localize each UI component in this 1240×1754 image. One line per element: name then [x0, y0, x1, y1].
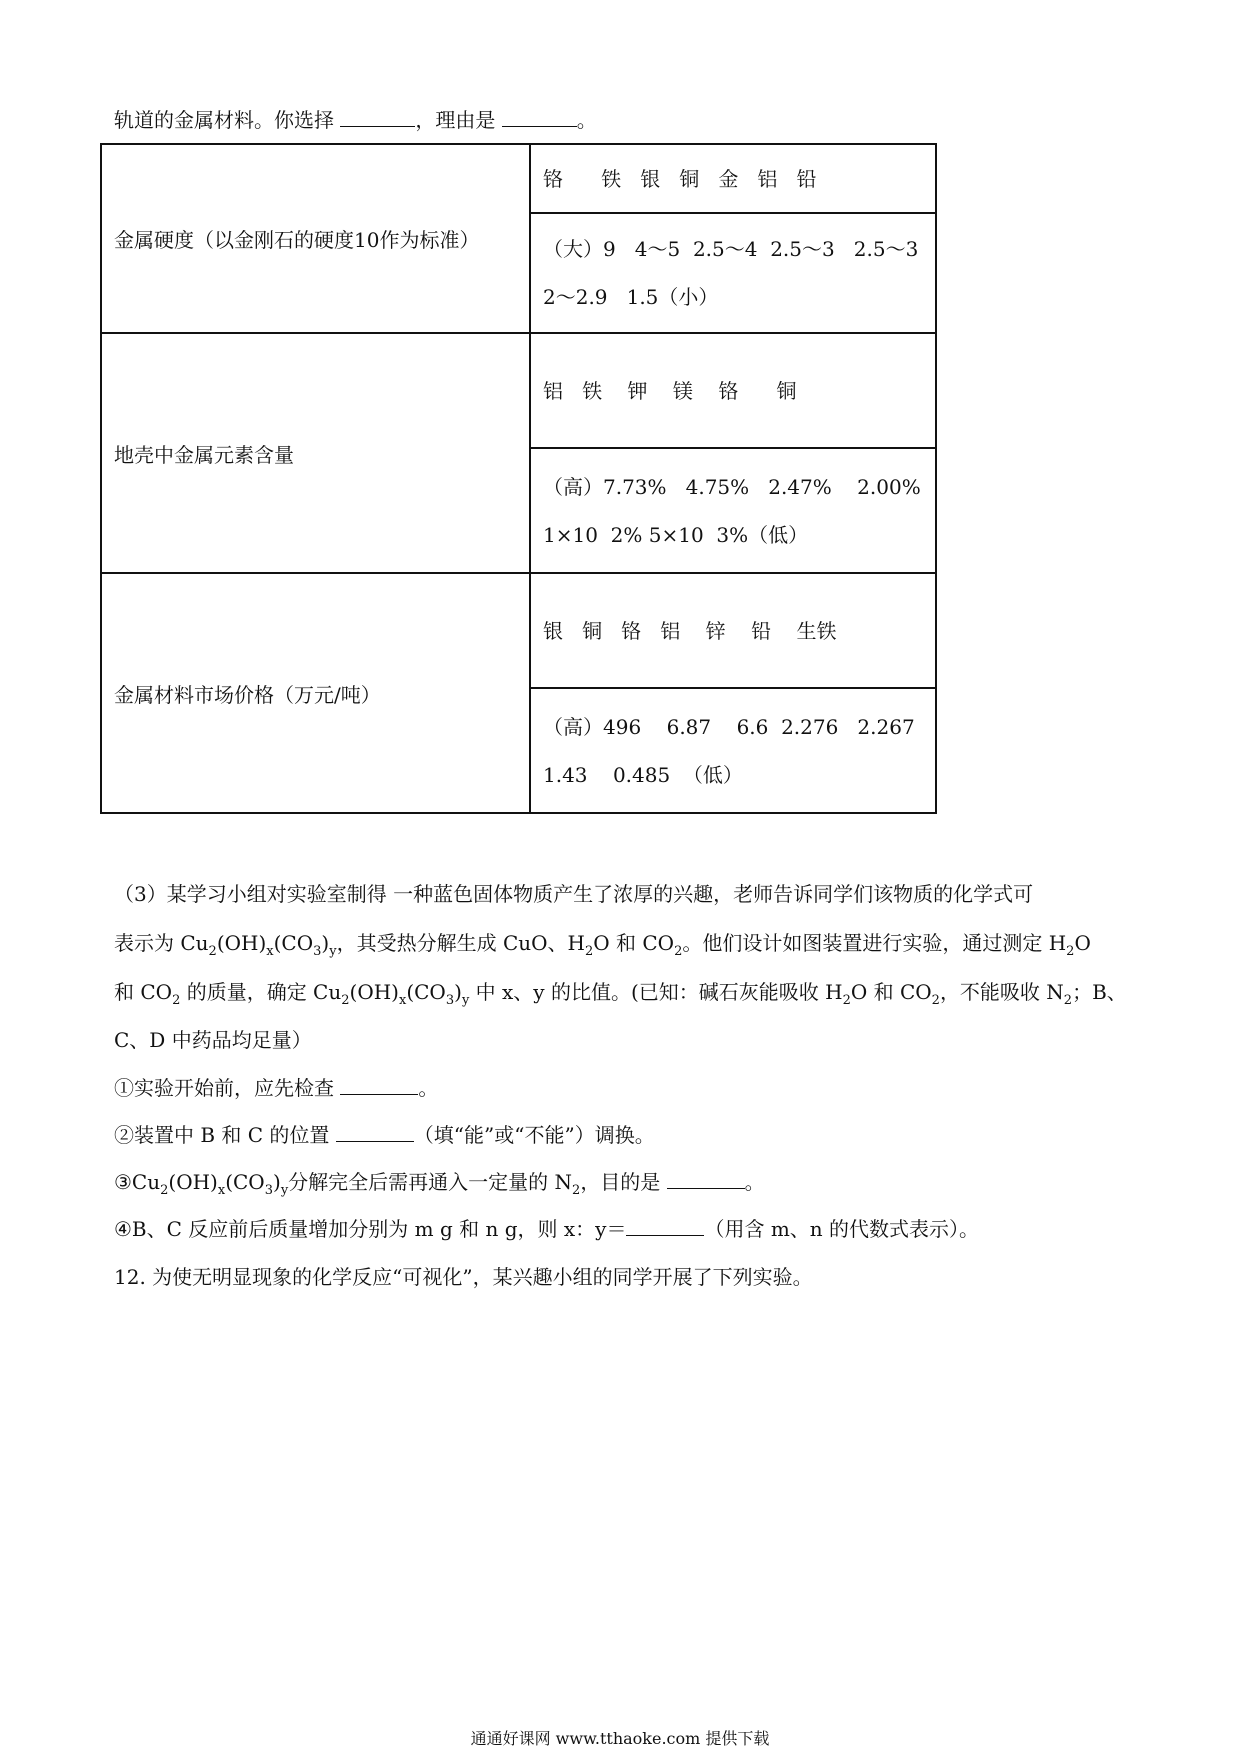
subscript: 2: [208, 944, 217, 959]
table-row: [101, 573, 936, 688]
metal-values-cell: （大）9 4～5 2.5～4 2.5～3 2.5～3 2～2.9 1.5（小）: [530, 213, 936, 333]
q3-line-1: [114, 880, 1033, 908]
q3-text: （3）某学习小组对实验室制得 一种蓝色固体物质产生了浓厚的兴趣，老师告诉同学们该物质的化学式可: [114, 882, 1034, 906]
q3-line-3: [114, 978, 1127, 1006]
row-label: 地壳中金属元素含量: [101, 333, 530, 573]
metal-values-cell: （高）496 6.87 6.6 2.276 2.267 1.43 0.485 （低）: [530, 688, 936, 813]
q3-text: 表示为 Cu: [114, 931, 209, 955]
answer-blank[interactable]: [667, 1168, 745, 1189]
q3-text: ): [454, 980, 462, 1004]
page-footer: 通通好课网 www.tthaoke.com 提供下载: [470, 1729, 770, 1748]
intro-text: 。: [576, 108, 597, 132]
subscript: 2: [1066, 944, 1075, 959]
q3-text: 。他们设计如图装置进行实验，通过测定 H: [682, 931, 1067, 955]
answer-blank[interactable]: [502, 106, 577, 127]
intro-line: [114, 106, 597, 134]
intro-text: 轨道的金属材料。你选择: [114, 108, 341, 132]
subscript: 2: [160, 1183, 169, 1198]
q3-text: 和 CO: [114, 980, 173, 1004]
subscript: 2: [674, 944, 683, 959]
q3-text: (CO: [225, 1170, 265, 1194]
subscript: 2: [172, 993, 181, 1008]
q3-text: 。: [744, 1170, 765, 1194]
q3-text: (CO: [273, 931, 314, 955]
q3-text: ①实验开始前，应先检查: [114, 1076, 341, 1100]
q3-text: ): [321, 931, 330, 955]
metal-names-cell: 铝 铁 钾 镁 铬 铜: [530, 333, 936, 448]
q3-text: C、D 中药品均足量）: [114, 1028, 312, 1052]
subscript: 2: [572, 1183, 581, 1198]
subscript: y: [280, 1183, 289, 1198]
q3-text: 分解完全后需再通入一定量的 N: [288, 1170, 573, 1194]
subscript: y: [329, 944, 337, 959]
q3-sub-3: [114, 1168, 765, 1196]
row-label: 金属硬度（以金刚石的硬度10作为标准）: [101, 144, 530, 333]
subscript: 2: [341, 993, 350, 1008]
q3-sub-4: [114, 1215, 979, 1243]
q12-line: [114, 1263, 813, 1291]
subscript: 3: [313, 944, 322, 959]
metal-names-cell: 银 铜 铬 铝 锌 铅 生铁: [530, 573, 936, 688]
q3-text: ；B、: [1072, 980, 1127, 1004]
q3-line-2: [114, 929, 1091, 957]
q3-text: 中 x、y 的比值。(已知：碱石灰能吸收 H: [469, 980, 843, 1004]
q3-text: (OH): [168, 1170, 218, 1194]
q3-text: ，不能吸收 N: [939, 980, 1064, 1004]
subscript: x: [398, 993, 407, 1008]
metal-names-cell: 铬 铁 银 铜 金 铝 铅: [530, 144, 936, 213]
q3-text: ): [273, 1170, 281, 1194]
q3-text: ②装置中 B 和 C 的位置: [114, 1123, 336, 1147]
q3-text: ，其受热分解生成 CuO、H: [336, 931, 585, 955]
answer-blank[interactable]: [340, 1074, 418, 1095]
answer-blank[interactable]: [340, 106, 415, 127]
q3-text: O 和 CO: [850, 980, 932, 1004]
subscript: x: [266, 944, 274, 959]
q3-sub-2: [114, 1121, 655, 1149]
subscript: 2: [584, 944, 594, 959]
q3-text: O: [1074, 931, 1091, 955]
q3-text: (CO: [406, 980, 446, 1004]
subscript: 2: [842, 993, 851, 1008]
answer-blank[interactable]: [626, 1215, 704, 1236]
metal-properties-table: [100, 143, 937, 814]
answer-blank[interactable]: [336, 1121, 414, 1142]
q3-text: ③Cu: [114, 1170, 161, 1194]
q12-text: 12. 为使无明显现象的化学反应“可视化”，某兴趣小组的同学开展了下列实验。: [114, 1265, 813, 1289]
table-row: [101, 333, 936, 448]
q3-text: 。: [418, 1076, 439, 1100]
intro-text: ，理由是: [415, 108, 502, 132]
q3-line-4: [114, 1026, 312, 1054]
q3-text: (OH): [216, 931, 267, 955]
subscript: 2: [1063, 993, 1073, 1008]
subscript: 3: [445, 993, 455, 1008]
q3-text: （填“能”或“不能”）调换。: [413, 1123, 655, 1147]
q3-text: ④B、C 反应前后质量增加分别为 m g 和 n g，则 x：y＝: [114, 1217, 627, 1241]
table-row: [101, 144, 936, 213]
subscript: 3: [264, 1183, 273, 1198]
q3-text: ，目的是: [580, 1170, 667, 1194]
subscript: 2: [931, 993, 940, 1008]
q3-text: 的质量，确定 Cu: [180, 980, 342, 1004]
metal-values-cell: （高）7.73% 4.75% 2.47% 2.00% 1×10 2% 5×10 3%（低）: [530, 448, 936, 573]
subscript: y: [461, 993, 470, 1008]
row-label: 金属材料市场价格（万元/吨）: [101, 573, 530, 813]
q3-text: O 和 CO: [593, 931, 675, 955]
q3-text: （用含 m、n 的代数式表示）。: [704, 1217, 980, 1241]
q3-sub-1: [114, 1074, 438, 1102]
q3-text: (OH): [349, 980, 399, 1004]
subscript: x: [217, 1183, 226, 1198]
